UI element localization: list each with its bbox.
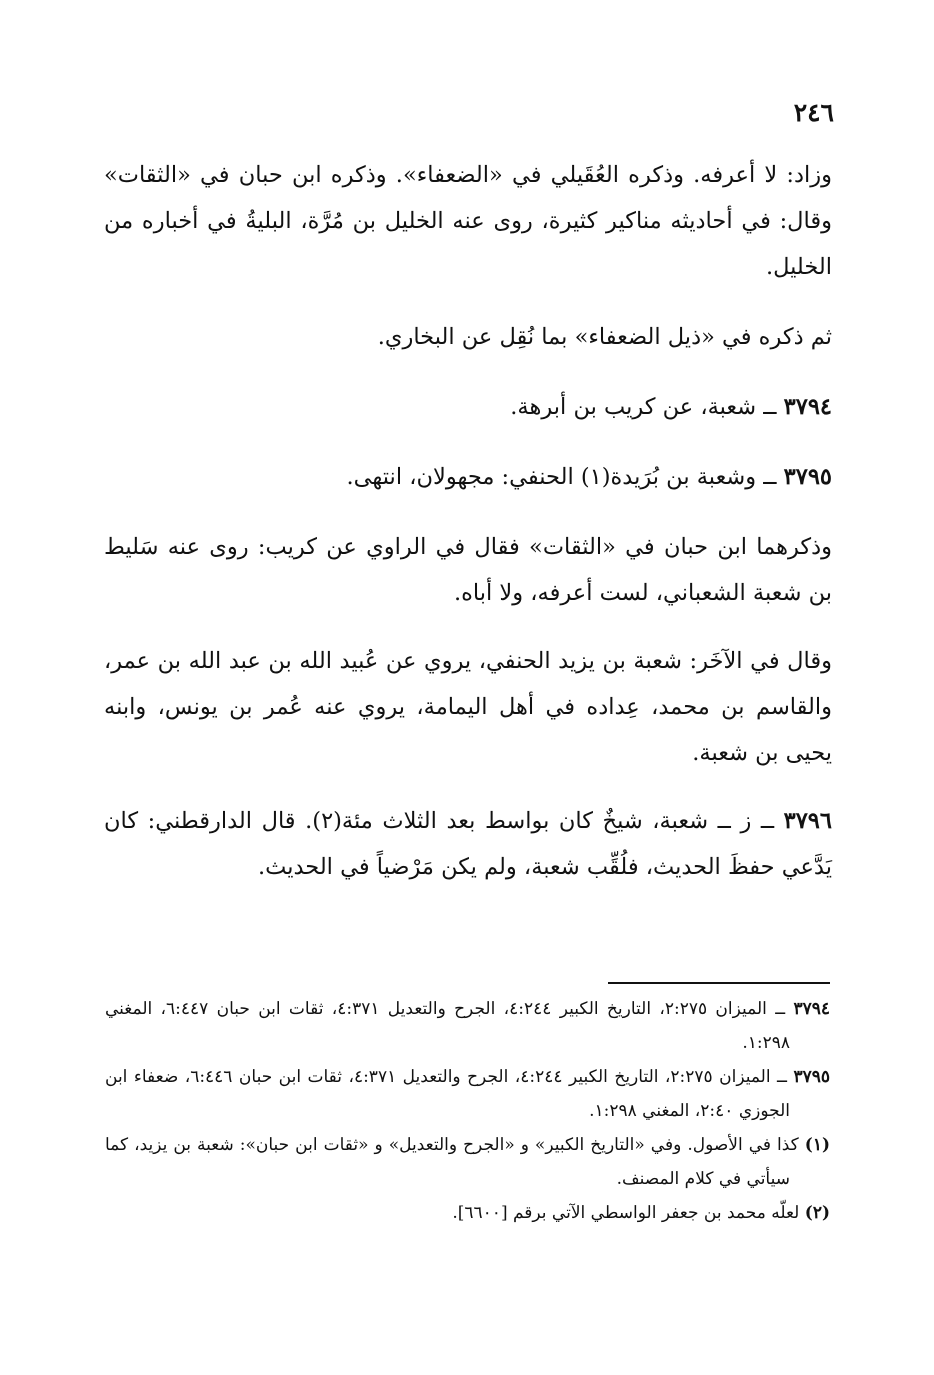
paragraph: وزاد: لا أعرفه. وذكره العُقَيلي في «الضعفاء». وذكره ابن حبان في «الثقات» وقال: في أحاديثه مناكير كثيرة، روى عنه الخليل بن مُرَّة، البليةُ في أخباره من الخليل. (104, 162, 832, 280)
entry-separator: ــ (756, 464, 784, 490)
entry-number: ٣٧٩٥ (783, 464, 832, 490)
footnote-text: الميزان ٢:٢٧٥، التاريخ الكبير ٤:٢٤٤، الجرح والتعديل ٤:٣٧١، ثقات ابن حبان ٦:٤٤٧، المغني ١:٢٩٨. (105, 999, 790, 1053)
footnote-number: (٢) (804, 1203, 830, 1223)
entry (104, 454, 832, 500)
footnote (105, 1060, 830, 1128)
footnote-separator: ــ (766, 999, 794, 1019)
page-number: ٢٤٦ (793, 98, 834, 127)
footnote (105, 1128, 830, 1196)
entry-text: شعبة، عن كريب بن أبرهة. (510, 394, 757, 420)
entry (104, 798, 832, 890)
entry-number: ٣٧٩٦ (783, 808, 832, 834)
footnote-divider (608, 982, 830, 984)
entry-text: وشعبة بن بُرَيدة(١) الحنفي: مجهولان، انتهى. (346, 464, 757, 490)
footnote-number: ٣٧٩٥ (793, 1067, 830, 1087)
footnote (105, 992, 830, 1060)
footnote-number: (١) (804, 1135, 831, 1155)
paragraph: ثم ذكره في «ذيل الضعفاء» بما نُقِل عن البخاري. (377, 324, 832, 350)
entry-text: ز ــ شعبة، شيخٌ كان بواسط بعد الثلاث مئة(٢). قال الدارقطني: كان يَدَّعي حفظَ الحديث، فلُقِّب شعبة، ولم يكن مَرْضياً في الحديث. (104, 808, 832, 880)
footnote (105, 1196, 830, 1230)
entry-separator: ــ (751, 808, 784, 834)
main-text (104, 152, 832, 912)
paragraph: وقال في الآخَر: شعبة بن يزيد الحنفي، يروي عن عُبيد الله بن عبد الله بن عمر، والقاسم بن محمد، عِداده في أهل اليمامة، يروي عنه عُمر بن يونس، وابنه يحيى بن شعبة. (104, 648, 832, 766)
entry-number: ٣٧٩٤ (783, 394, 832, 420)
footnote-number: ٣٧٩٤ (793, 999, 830, 1019)
footnote-separator: ــ (770, 1067, 794, 1087)
footnote-text: لعلّه محمد بن جعفر الواسطي الآتي برقم [٦٦٠٠]. (452, 1203, 800, 1223)
entry (104, 384, 832, 430)
footnote-text: كذا في الأصول. وفي «التاريخ الكبير» و «الجرح والتعديل» و «ثقات ابن حبان»: شعبة بن يزيد، كما سيأتي في كلام المصنف. (105, 1135, 799, 1189)
footnote-text: الميزان ٢:٢٧٥، التاريخ الكبير ٤:٢٤٤، الجرح والتعديل ٤:٣٧١، ثقات ابن حبان ٦:٤٤٦، ضعفاء ابن الجوزي ٢:٤٠، المغني ١:٢٩٨. (105, 1067, 790, 1121)
entry-separator: ــ (756, 394, 784, 420)
paragraph: وذكرهما ابن حبان في «الثقات» فقال في الراوي عن كريب: روى عنه سَليط بن شعبة الشعباني، لست أعرفه، ولا أباه. (104, 534, 832, 606)
footnotes (105, 992, 830, 1230)
